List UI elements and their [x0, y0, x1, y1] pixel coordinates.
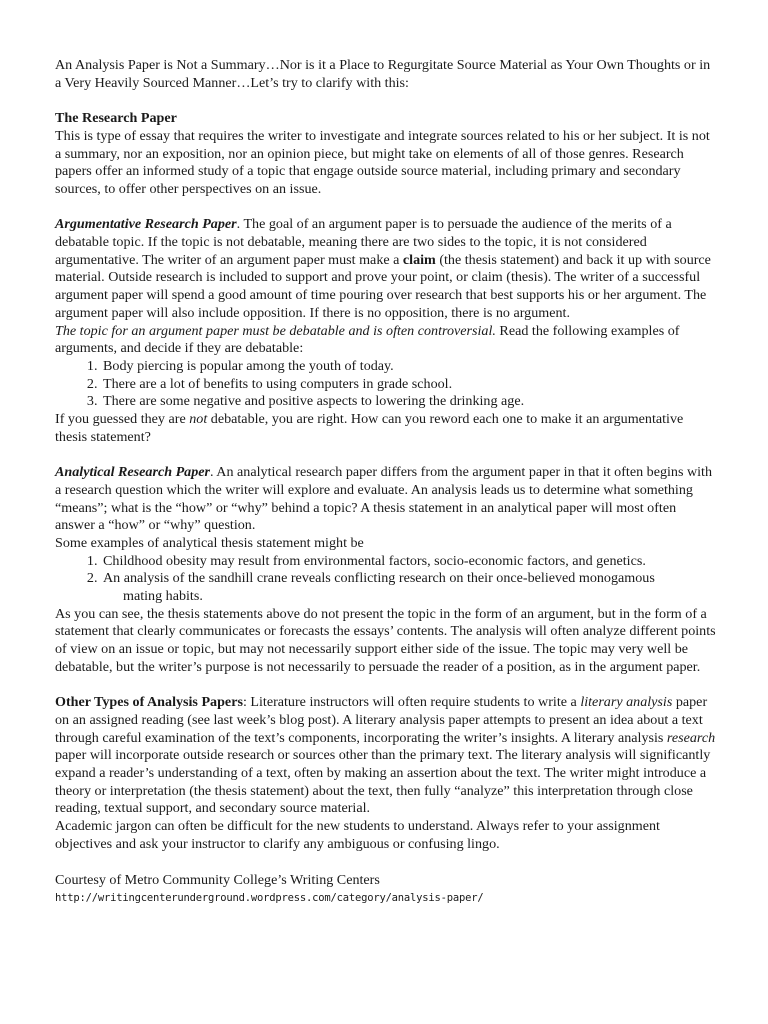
list-item: 1. Body piercing is popular among the youth of today.: [101, 358, 716, 376]
analytical-paragraph: [55, 464, 716, 535]
analytical-examples-intro: Some examples of analytical thesis statement might be: [55, 534, 364, 551]
argumentative-heading: Argumentative Research Paper: [55, 216, 237, 233]
jargon-note: Academic jargon can often be difficult for the new students to understand. Always refer to your assignment objectives and ask your instructor to clarify any ambiguous or confusing lingo.: [55, 818, 660, 852]
source-url: http://writingcenterunderground.wordpress.com/category/analysis-paper/: [55, 892, 484, 905]
courtesy-text: Courtesy of Metro Community College’s Writing Centers: [55, 871, 380, 888]
argumentative-prompt-rest: Read the following examples of arguments, and decide if they are debatable:: [55, 322, 680, 357]
argumentative-conclusion: [55, 411, 716, 446]
analytical-examples-list: [55, 553, 716, 606]
other-text-a: : Literature instructors will often require students to write a: [242, 694, 581, 711]
intro-paragraph: An Analysis Paper is Not a Summary…Nor is it a Place to Regurgitate Source Material as Your Own Thoughts or in a Very Heavily Sourced Manner…Let’s try to clarify with this:: [55, 57, 711, 91]
argumentative-paragraph: [55, 216, 716, 322]
list-item: 3. There are some negative and positive aspects to lowering the drinking age.: [101, 393, 716, 411]
research-paper-body: This is type of essay that requires the writer to investigate and integrate sources related to his or her subject. It is not a summary, nor an exposition, nor an opinion piece, but might take on elements of all of those genres. Research papers offer an informed study of a topic that engage outside source material, including primary and secondary sources, to offer other perspectives on an issue.: [55, 127, 710, 197]
literary-analysis-term: literary analysis: [580, 694, 673, 711]
claim-term: claim: [402, 251, 436, 268]
list-item: 2. There are a lot of benefits to using computers in grade school.: [101, 376, 716, 394]
other-types-heading: Other Types of Analysis Papers: [55, 694, 243, 711]
source-credit: [55, 872, 716, 908]
conclusion-text-b: debatable, you are right. How can you reword each one to make it an argumentative thesis statement?: [55, 411, 684, 445]
research-term: research: [666, 729, 716, 746]
conclusion-text-a: If you guessed they are: [55, 411, 190, 428]
debatable-statement: The topic for an argument paper must be debatable and is often controversial.: [55, 322, 496, 339]
argumentative-prompt: [55, 323, 716, 358]
argumentative-text-b: (the thesis statement) and back it up with source material. Outside research is included to support and prove your point, or claim (thesis). The writer of a successful argument paper will spend a good amount of time pouring over research that best supports his or her argument. The argument paper will also include opposition. If there is no opposition, there is no argument.: [55, 251, 711, 321]
analytical-conclusion: As you can see, the thesis statements above do not present the topic in the form of an argument, but in the form of a statement that clearly communicates or forecasts the essays’ contents. The analysis will often analyze different points of view on an issue or topic, but may not necessarily support either side of the issue. The topic may very well be debatable, but the writer’s purpose is not necessarily to persuade the reader of a position, as in the argument paper.: [55, 605, 716, 675]
other-text-c: paper will incorporate outside research or sources other than the primary text. The literary analysis will significantly expand a reader’s understanding of a text, often by making an assertion about the text. The writer might introduce a theory or interpretation (the thesis statement) about the text, then fully “analyze” this interpretation through close reading, textual support, and secondary source material.: [55, 747, 711, 817]
other-text-b: paper on an assigned reading (see last week’s blog post). A literary analysis paper attempts to present an idea about a text through careful examination of the text’s components, incorporating the writer’s insights. A literary analysis: [55, 694, 708, 746]
list-item-continuation: mating habits.: [123, 588, 203, 605]
other-types-paragraph: [55, 694, 716, 818]
analytical-heading: Analytical Research Paper: [55, 464, 211, 481]
list-item: 1. Childhood obesity may result from environmental factors, socio-economic factors, and genetics.: [101, 553, 716, 571]
not-emphasis: not: [189, 411, 208, 428]
list-item: [101, 570, 716, 605]
analytical-text: . An analytical research paper differs from the argument paper in that it often begins with a research question which the writer will explore and evaluate. An analysis leads us to determine what something “means”; what is the “how” or “why” behind a topic? A thesis statement in an analytical paper will most often answer a “how” or “why” question.: [55, 464, 713, 534]
list-item-text: An analysis of the sandhill crane reveals conflicting research on their once-believed monogamous: [103, 570, 655, 587]
argumentative-text-a: . The goal of an argument paper is to persuade the audience of the merits of a debatable topic. If the topic is not debatable, meaning there are two sides to the topic, it is not considered argumentative. The writer of an argument paper must make a: [55, 216, 672, 268]
argument-examples-list: [55, 358, 716, 411]
research-paper-heading: The Research Paper: [55, 110, 177, 127]
